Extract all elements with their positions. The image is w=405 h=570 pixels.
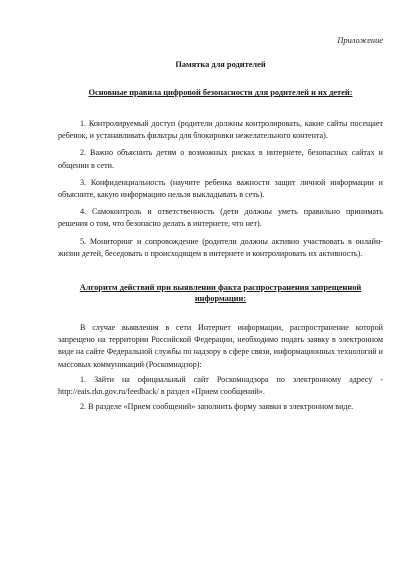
list-item: 2. В разделе «Прием сообщений» заполнить форму заявки в электронном виде. [80,402,354,412]
list-item: 3. Конфиденциальность (научите ребенка важности защит личной информации и объясните, какую информацию нельзя выкладывать в сеть). [58,177,383,200]
section2-intro: В случае выявления в сети Интернет информации, распространение которой запрещено на территории Российской Федерации, необходимо подать заявку в электронном виде на сайте Федеральной службы по надзору в сфере связи, информационных технологий и массовых коммуникаций (Роскомнадзор): [58,323,383,369]
list-item: 1. Контролируемый доступ (родители должны контролировать, какие сайты посещает ребенок, и устанавливать фильтры для блокировки нежелательного контента). [58,119,383,141]
list-item: 4. Самоконтроль и ответственность (дети должны уметь правильно принимать решения о том, что безопасно делать в интернете, что нет). [58,207,383,229]
document-title: Памятка для родителей [175,60,266,69]
section2-heading: Алгоритм действий при выявлении факта распространения запрещенной информации: [79,283,362,304]
list-item: 2. Важно объяснить детям о возможных рисках в интернете, безопасных сайтах и общении в сети. [58,148,383,170]
list-item: 5. Мониторинг и сопровождение (родители должны активно участвовать в онлайн-жизни детей, беседовать о происходящем в интернете и контролировать их активность). [58,236,383,258]
list-item: 1. Зайти на официальный сайт Роскомнадзора по электронному адресу - http://eais.rkn.gov.ru/feedback/ в раздел «Прием сообщений». [58,374,383,397]
section1-heading: Основные правила цифровой безопасности для родителей и их детей: [88,88,353,97]
appendix-label: Приложение [337,36,383,45]
safety-rules-list [58,118,383,260]
